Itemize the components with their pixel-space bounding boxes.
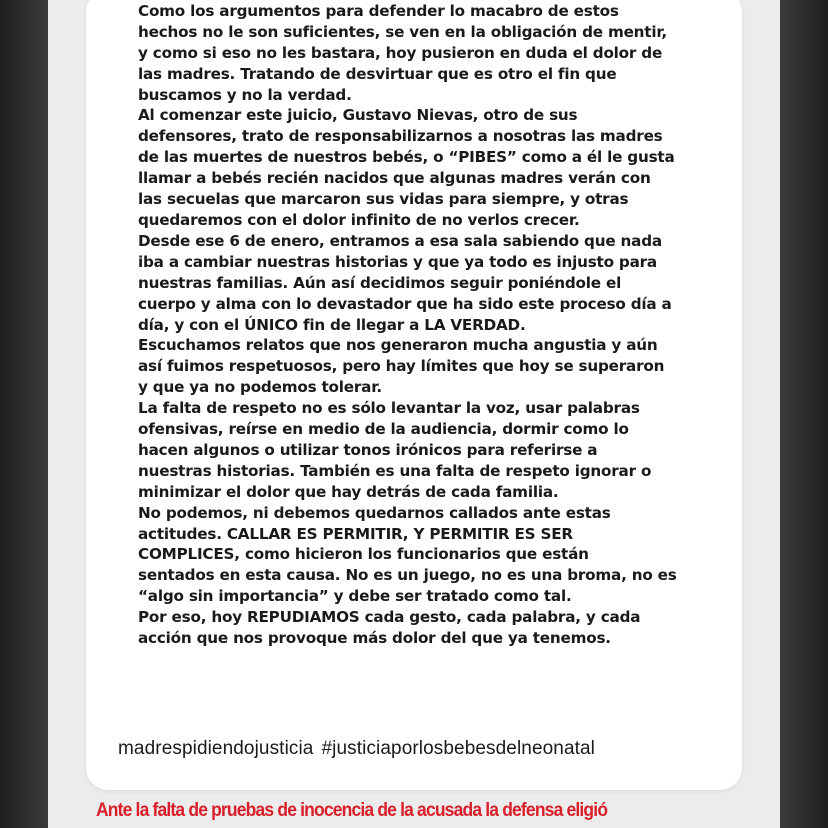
letter-lines <box>138 1 728 649</box>
letter-line: buscamos y no la verdad. <box>138 85 352 104</box>
letter-line: las secuelas que marcaron sus vidas para siempre, y otras <box>138 190 629 209</box>
letter-line: nuestras historias. También es una falta de respeto ignorar o <box>138 461 652 480</box>
letter-line: minimizar el dolor que hay detrás de cada familia. <box>138 482 559 501</box>
letter-line: defensores, trato de responsabilizarnos a nosotras las madres <box>138 127 663 146</box>
letter-line: actitudes. CALLAR ES PERMITIR, Y PERMITIR ES SER <box>138 524 573 543</box>
letter-line: Como los argumentos para defender lo macabro de estos <box>138 1 619 20</box>
letter-line: Al comenzar este juicio, Gustavo Nievas, otro de sus <box>138 106 578 125</box>
letter-line: ofensivas, reírse en medio de la audiencia, dormir como lo <box>138 420 629 439</box>
letter-line: cuerpo y alma con lo devastador que ha sido este proceso día a <box>138 294 672 313</box>
red-caption: Ante la falta de pruebas de inocencia de la acusada la defensa eligió <box>96 800 608 821</box>
letter-line: COMPLICES, como hicieron los funcionarios que están <box>138 545 589 564</box>
letter-line: así fuimos respetuosos, pero hay límites que hoy se superaron <box>138 357 665 376</box>
hashtag-line <box>118 738 738 760</box>
letter-line: de las muertes de nuestros bebés, o “PIBES” como a él le gusta <box>138 148 675 167</box>
letter-line: llamar a bebés recién nacidos que algunas madres verán con <box>138 169 651 188</box>
letter-line: “algo sin importancia” y debe ser tratado como tal. <box>138 587 572 606</box>
right-dark-border <box>780 0 828 828</box>
letter-line: las madres. Tratando de desvirtuar que es otro el fin que <box>138 64 617 83</box>
letter-line: Desde ese 6 de enero, entramos a esa sala sabiendo que nada <box>138 231 662 250</box>
letter-line: quedaremos con el dolor infinito de no verlos crecer. <box>138 210 580 229</box>
letter-line: Escuchamos relatos que nos generaron mucha angustia y aún <box>138 336 658 355</box>
left-dark-border <box>0 0 48 828</box>
letter-line: La falta de respeto no es sólo levantar la voz, usar palabras <box>138 399 640 418</box>
letter-line: día, y con el ÚNICO fin de llegar a LA VERDAD. <box>138 315 526 334</box>
letter-line: y que ya no podemos tolerar. <box>138 378 382 397</box>
letter-line: No podemos, ni debemos quedarnos callados ante estas <box>138 503 611 522</box>
letter-line: acción que nos provoque más dolor del que ya tenemos. <box>138 629 611 648</box>
letter-line: y como si eso no les bastara, hoy pusieron en duda el dolor de <box>138 43 663 62</box>
letter-line: sentados en esta causa. No es un juego, no es una broma, no es <box>138 566 677 585</box>
letter-line: Por eso, hoy REPUDIAMOS cada gesto, cada palabra, y cada <box>138 608 641 627</box>
hashtag-link[interactable]: #justiciaporlosbebesdelneonatal <box>321 738 596 759</box>
letter-line: hacen algunos o utilizar tonos irónicos para referirse a <box>138 440 598 459</box>
letter-line: iba a cambiar nuestras historias y que ya todo es injusto para <box>138 252 657 271</box>
letter-text <box>138 0 728 680</box>
account-tag[interactable]: madrespidiendojusticia <box>118 738 314 759</box>
letter-line: nuestras familias. Aún así decidimos seguir poniéndole el <box>138 273 622 292</box>
letter-line: hechos no le son suficientes, se ven en la obligación de mentir, <box>138 22 667 41</box>
story-stage <box>48 0 780 828</box>
post-card <box>86 0 742 790</box>
